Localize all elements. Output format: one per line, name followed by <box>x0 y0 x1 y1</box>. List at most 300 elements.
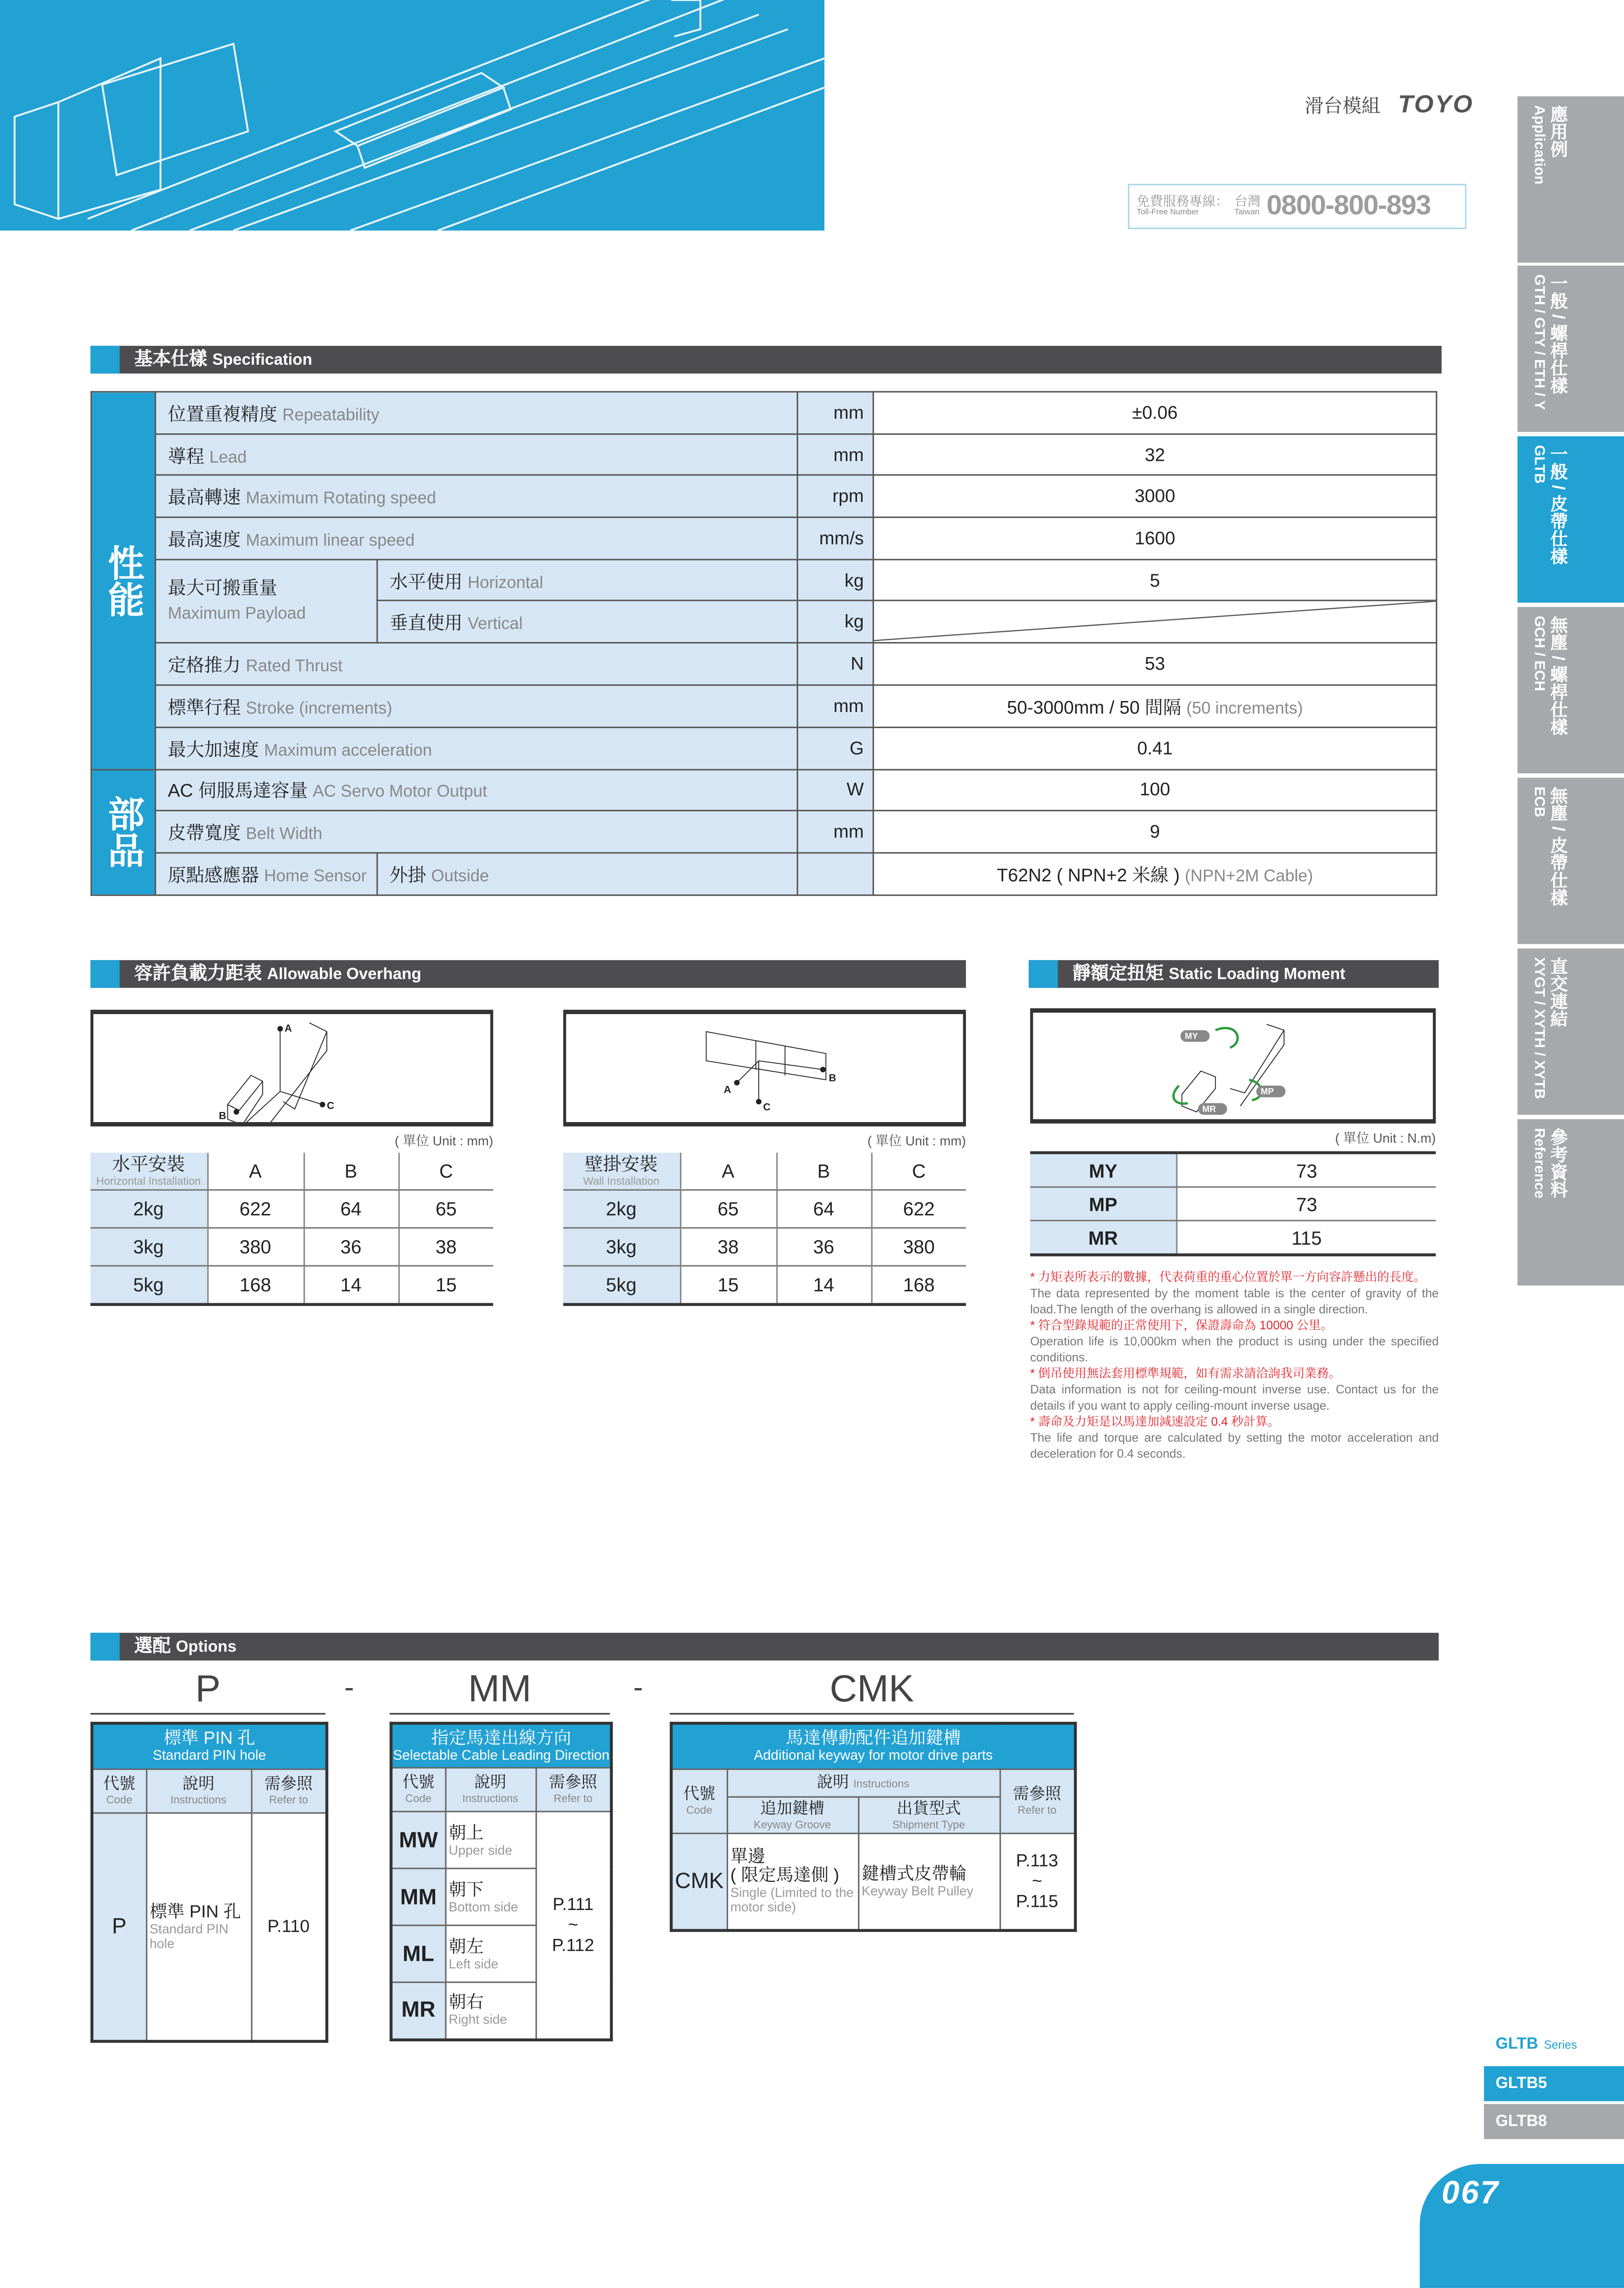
spec-unit: W <box>798 769 874 810</box>
value-cell: 36 <box>776 1228 871 1266</box>
refer-cell <box>535 1812 611 2039</box>
spec-unit: mm/s <box>798 518 874 559</box>
spec-value <box>873 811 1436 853</box>
note-zh: * 力矩表所表示的數據，代表荷重的重心位置於單一方向容許懸出的長度。 <box>1030 1269 1426 1284</box>
spec-unit: kg <box>798 559 874 601</box>
spec-label <box>156 685 798 727</box>
code-cell: ML <box>391 1925 445 1982</box>
tab-label <box>1529 274 1567 423</box>
section-title-en: Static Loading Moment <box>1169 966 1345 984</box>
spec-unit <box>798 853 874 894</box>
table-row <box>91 1266 493 1305</box>
desc-en: Single (Limited to the motor side) <box>730 1885 854 1915</box>
section-title: 容許負載力距表 <box>134 963 262 984</box>
desc-en: Bottom side <box>448 1899 518 1914</box>
separator: - <box>344 1672 354 1705</box>
table-title-en: Standard PIN hole <box>152 1748 266 1765</box>
option-code-cmk: CMK <box>670 1665 1074 1714</box>
value-cell: 38 <box>399 1228 493 1266</box>
value-text: 0.41 <box>1137 738 1173 759</box>
value-text: 9 <box>1149 821 1160 842</box>
option-row <box>391 1812 612 1868</box>
spec-unit: N <box>798 643 874 685</box>
section-marker <box>91 1633 120 1661</box>
label-zh: 位置重複精度 <box>167 404 277 425</box>
column-header: B <box>303 1153 398 1190</box>
value-cell: 36 <box>303 1228 398 1266</box>
series-label <box>1495 2035 1577 2054</box>
column-header: C <box>399 1153 493 1190</box>
moment-value: 115 <box>1177 1220 1436 1255</box>
rotation-arrow-icon <box>1173 1085 1187 1104</box>
axis-label-c: C <box>327 1100 335 1112</box>
column-header: B <box>776 1153 871 1190</box>
label-zh: 皮帶寬度 <box>167 823 241 844</box>
tab-label-zh: 無塵 / 皮帶仕樣 <box>1548 786 1569 907</box>
spec-row <box>91 811 1436 853</box>
installation-header <box>91 1153 207 1190</box>
col-header: 追加鍵槽 <box>760 1800 825 1818</box>
spec-row <box>91 475 1436 517</box>
col-header: 代號 <box>103 1775 135 1793</box>
section-title-en: Allowable Overhang <box>267 966 421 984</box>
desc-en: Standard PIN hole <box>149 1921 229 1951</box>
moment-axis: MP <box>1030 1187 1176 1220</box>
tollfree-region-group <box>1235 194 1261 219</box>
desc: ( 限定馬達側 ) <box>730 1865 840 1886</box>
value-cell: 168 <box>871 1266 966 1305</box>
note-en: Operation life is 10,000km when the product is using under the specified conditions. <box>1030 1333 1439 1365</box>
value-text: T62N2 ( NPN+2 米線 ) <box>997 865 1180 885</box>
col-header-en: Instructions <box>853 1777 910 1791</box>
range-sep: ~ <box>568 1915 578 1936</box>
keyway-option-table <box>670 1722 1077 1932</box>
label-zh: 最高速度 <box>167 529 241 550</box>
side-tab-4[interactable] <box>1517 778 1624 944</box>
section-marker <box>1029 960 1058 988</box>
tollfree-region: 台灣 <box>1234 194 1261 209</box>
tab-label <box>1529 105 1567 254</box>
value-en: (NPN+2M Cable) <box>1185 868 1313 885</box>
option-code-mm: MM <box>389 1665 610 1714</box>
tab-label <box>1529 1128 1567 1277</box>
series-tab-gltb8[interactable]: GLTB8 <box>1484 2104 1624 2139</box>
spec-table <box>91 391 1437 896</box>
section-marker <box>91 960 120 988</box>
label-zh: 最大加速度 <box>167 739 259 760</box>
horizontal-installation-diagram <box>91 1010 493 1127</box>
series-suffix: Series <box>1544 2038 1577 2052</box>
col-header-en: Code <box>686 1803 712 1817</box>
spec-unit: mm <box>798 392 874 433</box>
tab-label <box>1529 787 1567 935</box>
col-header: 說明 <box>816 1774 849 1792</box>
spec-value <box>873 392 1436 433</box>
moment-value: 73 <box>1177 1153 1436 1187</box>
spec-label <box>156 643 798 685</box>
spec-row <box>91 643 1436 685</box>
table-row <box>563 1266 966 1305</box>
col-header-en: Refer to <box>553 1792 593 1805</box>
col-header-en: Shipment Type <box>892 1817 966 1831</box>
refer-page: P.112 <box>552 1935 594 1956</box>
label-en: Repeatability <box>282 407 380 425</box>
value-cell: 168 <box>207 1266 303 1305</box>
desc-en: Keyway Belt Pulley <box>861 1883 974 1898</box>
column-header: A <box>680 1153 776 1190</box>
axis-label-b: B <box>829 1072 836 1084</box>
spec-row <box>91 769 1436 810</box>
desc: 朝上 <box>448 1822 484 1842</box>
spec-label <box>156 434 798 475</box>
separator: - <box>633 1672 643 1705</box>
refer-page: P.111 <box>552 1894 594 1915</box>
unit-label: ( 單位 Unit : mm) <box>867 1133 966 1149</box>
col-header-en: Instructions <box>170 1793 227 1807</box>
col-header: 出貨型式 <box>896 1800 961 1818</box>
tab-label <box>1529 445 1567 594</box>
label-zh: 定格推力 <box>167 655 241 676</box>
spec-label <box>156 475 798 517</box>
load-cell: 5kg <box>91 1266 207 1305</box>
side-tab-5[interactable] <box>1517 949 1624 1115</box>
section-title-en: Options <box>176 1638 237 1657</box>
side-tab-3[interactable] <box>1517 607 1624 773</box>
load-cell: 3kg <box>91 1228 207 1266</box>
table-title-en: Additional keyway for motor drive parts <box>754 1748 993 1765</box>
category-performance: 性能 <box>91 392 155 769</box>
header-zh: 水平安裝 <box>112 1153 185 1174</box>
spec-unit: mm <box>798 685 874 727</box>
moment-label-mp: MP <box>1261 1087 1274 1097</box>
section-marker <box>91 346 120 374</box>
desc-en: Upper side <box>448 1842 513 1857</box>
section-title: 基本仕樣 <box>134 349 207 369</box>
col-header-en: Keyway Groove <box>754 1817 831 1831</box>
table-title-en: Selectable Cable Leading Direction <box>393 1747 610 1764</box>
label-en: Belt Width <box>246 826 323 844</box>
toyo-logo: TOYO <box>1398 90 1474 119</box>
label-en: Maximum linear speed <box>246 532 415 550</box>
spec-label <box>156 518 798 559</box>
tollfree-label-en: Toll-Free Number <box>1136 208 1199 218</box>
spec-value <box>873 685 1436 727</box>
value-cell: 14 <box>303 1266 398 1305</box>
col-header-en: Instructions <box>462 1792 518 1805</box>
refer-page: P.113 <box>1016 1851 1058 1871</box>
tab-label-zh: 無塵 / 螺桿仕樣 <box>1548 615 1569 736</box>
tab-label-en: GLTB <box>1530 445 1547 484</box>
table-title: 指定馬達出線方向 <box>431 1727 572 1748</box>
desc: 單邊 <box>730 1846 766 1867</box>
value-text: 100 <box>1139 779 1171 800</box>
value-text: 53 <box>1144 654 1165 675</box>
label-en: Maximum Rotating speed <box>246 491 437 508</box>
value-cell: 15 <box>399 1266 493 1305</box>
axis-label-a: A <box>284 1022 292 1034</box>
col-header: 需參照 <box>1013 1786 1061 1804</box>
spec-row <box>91 434 1436 475</box>
code-cell: MM <box>391 1868 445 1925</box>
code-cell: P <box>92 1813 146 2040</box>
note-en: Data information is not for ceiling-mount inverse use. Contact us for the details if you want to apply ceiling-mount inverse usage. <box>1030 1381 1439 1413</box>
value-cell: 38 <box>680 1228 776 1266</box>
label-zh: 原點感應器 <box>167 865 259 885</box>
desc-cell <box>445 1812 536 1868</box>
table-row <box>1030 1153 1435 1187</box>
not-applicable-diagonal <box>874 602 1436 642</box>
col-header-en: Code <box>405 1792 432 1805</box>
col-header: 需參照 <box>549 1774 598 1792</box>
spec-unit: rpm <box>798 475 874 517</box>
table-row <box>91 1228 493 1266</box>
desc: 朝右 <box>448 1992 484 2013</box>
label-zh: AC 伺服馬達容量 <box>167 781 308 802</box>
code-cell: MW <box>391 1812 445 1868</box>
table-header-row <box>563 1153 966 1190</box>
spec-label <box>156 811 798 853</box>
brand-header <box>1255 91 1473 120</box>
col-header-en: Refer to <box>1017 1803 1057 1817</box>
table-row <box>563 1228 966 1266</box>
spec-value <box>873 727 1436 769</box>
tab-label-en: GTH / GTY / ETH / Y <box>1530 274 1547 410</box>
tollfree-label: 免費服務專線： <box>1136 194 1229 209</box>
value-cell: 622 <box>207 1190 303 1228</box>
spec-label <box>156 853 378 894</box>
table-header-row <box>91 1153 493 1190</box>
tab-label-zh: 一般 / 螺桿仕樣 <box>1548 274 1569 394</box>
code-cell: MR <box>391 1982 445 2039</box>
spec-row <box>91 727 1436 769</box>
desc: 朝左 <box>448 1935 484 1956</box>
load-cell: 5kg <box>563 1266 680 1305</box>
section-header-overhang <box>91 960 966 988</box>
value-text: 1600 <box>1134 528 1176 549</box>
spec-label <box>156 392 798 433</box>
side-tab-1[interactable] <box>1517 265 1624 432</box>
rotation-arrow-icon <box>1215 1028 1237 1048</box>
col-header-en: Code <box>106 1793 133 1807</box>
spec-row <box>91 559 1436 601</box>
section-header-options <box>91 1633 1439 1661</box>
label-zh: 外掛 <box>389 865 426 885</box>
spec-value <box>873 853 1436 894</box>
label-zh: 標準行程 <box>167 697 241 718</box>
cable-direction-option-table <box>389 1722 613 2041</box>
moment-axis: MY <box>1030 1153 1176 1187</box>
desc: 鍵槽式皮帶輪 <box>861 1863 967 1883</box>
desc: 標準 PIN 孔 <box>149 1901 241 1921</box>
page-number: 067 <box>1441 2174 1500 2211</box>
pin-hole-option-table <box>91 1722 329 2042</box>
side-tab-0[interactable] <box>1517 96 1624 263</box>
label-zh: 水平使用 <box>389 571 463 592</box>
value-cell: 65 <box>680 1190 776 1228</box>
header-zh: 壁掛安裝 <box>584 1153 658 1174</box>
spec-value <box>873 475 1436 517</box>
section-title: 選配 <box>134 1635 171 1657</box>
value-text: 50-3000mm / 50 間隔 <box>1007 697 1182 718</box>
header-en: Wall Installation <box>583 1174 659 1187</box>
table-row <box>1030 1187 1435 1220</box>
load-cell: 2kg <box>91 1190 207 1228</box>
label-en: Horizontal <box>467 574 544 592</box>
moment-notes <box>1030 1269 1439 1462</box>
label-en: Outside <box>431 868 489 885</box>
value-cell: 380 <box>207 1228 303 1266</box>
spec-value <box>873 434 1436 475</box>
spec-value <box>873 601 1436 643</box>
value-cell: 64 <box>776 1190 871 1228</box>
label-en: AC Servo Motor Output <box>313 784 487 802</box>
value-en: (50 increments) <box>1186 700 1303 718</box>
unit-label: ( 單位 Unit : N.m) <box>1335 1131 1436 1146</box>
spec-unit: G <box>798 727 874 769</box>
table-row <box>91 1190 493 1228</box>
value-text: 5 <box>1149 570 1160 591</box>
desc-cell <box>445 1982 536 2039</box>
label-en: Rated Thrust <box>246 658 343 676</box>
value-cell: 65 <box>399 1190 493 1228</box>
label-en: Vertical <box>467 616 523 634</box>
axis-label-a: A <box>723 1084 731 1095</box>
note-en: The data represented by the moment table is the center of gravity of the load.The length of the overhang is allowed in a single direction. <box>1030 1285 1439 1317</box>
tollfree-region-en: Taiwan <box>1234 208 1260 218</box>
series-tab-gltb5[interactable]: GLTB5 <box>1484 2066 1624 2101</box>
horizontal-overhang-table <box>91 1153 493 1306</box>
spec-unit: mm <box>798 811 874 853</box>
tab-label-zh: 一般 / 皮帶仕樣 <box>1548 445 1569 565</box>
side-tab-2[interactable] <box>1517 436 1624 603</box>
tollfree-label-group <box>1137 194 1229 219</box>
spec-unit: mm <box>798 434 874 475</box>
tab-label <box>1529 957 1567 1106</box>
axis-label-c: C <box>763 1101 771 1113</box>
catalog-title: 滑台模組 <box>1305 95 1381 117</box>
value-cell: 64 <box>303 1190 398 1228</box>
col-header: 代號 <box>683 1786 716 1804</box>
tab-label-en: Reference <box>1530 1128 1547 1199</box>
label-en: Stroke (increments) <box>246 700 393 718</box>
spec-label <box>377 601 797 643</box>
desc: 朝下 <box>448 1878 484 1899</box>
note-zh: * 符合型錄規範的正常使用下，保證壽命為 10000 公里。 <box>1030 1317 1333 1333</box>
page-number-badge <box>1420 2164 1624 2288</box>
label-en: Maximum Payload <box>167 605 306 623</box>
label-zh: 最大可搬重量 <box>167 578 277 599</box>
section-header-spec <box>91 346 1442 374</box>
section-title: 靜額定扭矩 <box>1072 963 1164 984</box>
spec-label <box>377 559 797 601</box>
column-header: C <box>871 1153 966 1190</box>
tab-label-zh: 參考資料 <box>1548 1128 1569 1198</box>
spec-row <box>91 853 1436 894</box>
installation-header <box>563 1153 680 1190</box>
column-header: A <box>207 1153 303 1190</box>
tollfree-number: 0800-800-893 <box>1266 190 1431 221</box>
moment-axis: MR <box>1030 1220 1176 1255</box>
desc-cell <box>445 1925 536 1982</box>
spec-row <box>91 518 1436 559</box>
axis-label-b: B <box>219 1110 227 1122</box>
value-text: ±0.06 <box>1132 402 1178 423</box>
col-header: 代號 <box>402 1774 435 1792</box>
table-row <box>1030 1220 1435 1255</box>
series-name: GLTB <box>1495 2035 1538 2053</box>
spec-label <box>156 559 378 643</box>
tab-label <box>1529 616 1567 765</box>
value-cell: 380 <box>871 1228 966 1266</box>
label-zh: 最高轉速 <box>167 487 241 508</box>
moment-diagram <box>1030 1008 1435 1123</box>
section-header-moment <box>1029 960 1439 988</box>
table-title: 標準 PIN 孔 <box>163 1727 255 1748</box>
moment-label-my: MY <box>1185 1031 1198 1041</box>
value-cell: 15 <box>680 1266 776 1305</box>
spec-value <box>873 769 1436 810</box>
note-zh: * 倒吊使用無法套用標準規範，如有需求請洽詢我司業務。 <box>1030 1365 1341 1381</box>
spec-label <box>156 769 798 810</box>
spec-value <box>873 559 1436 601</box>
col-header-en: Refer to <box>269 1793 308 1807</box>
tab-label-en: Application <box>1530 105 1547 185</box>
spec-unit: kg <box>798 601 874 643</box>
category-parts: 部品 <box>91 769 155 894</box>
label-zh: 垂直使用 <box>389 613 463 634</box>
spec-row <box>91 685 1436 727</box>
spec-value <box>873 643 1436 685</box>
note-zh: * 壽命及力矩是以馬達加減速設定 0.4 秒計算。 <box>1030 1414 1280 1429</box>
desc-cell <box>445 1868 536 1925</box>
table-title: 馬達傳動配件追加鍵槽 <box>786 1727 961 1748</box>
col-header: 說明 <box>182 1775 215 1793</box>
moment-label-mr: MR <box>1202 1104 1216 1114</box>
wall-installation-diagram <box>563 1010 966 1127</box>
section-title-en: Specification <box>212 351 313 369</box>
moment-value: 73 <box>1177 1187 1436 1220</box>
refer-page: P.110 <box>251 1813 327 2040</box>
tab-label-zh: 應用例 <box>1548 105 1569 158</box>
code-cell: CMK <box>671 1834 727 1930</box>
label-en: Lead <box>209 448 247 466</box>
load-cell: 3kg <box>563 1228 680 1266</box>
desc-en: Left side <box>448 1956 499 1971</box>
unit-label: ( 單位 Unit : mm) <box>394 1133 493 1149</box>
value-text: 32 <box>1144 444 1165 465</box>
spec-label <box>377 853 797 894</box>
note-en: The life and torque are calculated by setting the motor acceleration and deceleration for 0.4 seconds. <box>1030 1430 1439 1461</box>
toll-free-box <box>1128 184 1467 229</box>
wall-overhang-table <box>563 1153 966 1306</box>
tab-label-en: GCH / ECH <box>1530 615 1547 691</box>
header-en: Horizontal Installation <box>96 1174 201 1187</box>
load-cell: 2kg <box>563 1190 680 1228</box>
label-zh: 導程 <box>167 446 205 466</box>
refer-page: P.115 <box>1016 1891 1058 1912</box>
spec-value <box>873 518 1436 559</box>
value-cell: 14 <box>776 1266 871 1305</box>
col-header: 說明 <box>474 1774 507 1792</box>
table-row <box>563 1190 966 1228</box>
value-cell: 622 <box>871 1190 966 1228</box>
spec-row <box>91 392 1436 433</box>
static-moment-table <box>1030 1151 1435 1257</box>
value-text: 3000 <box>1134 486 1176 507</box>
range-sep: ~ <box>1032 1871 1042 1892</box>
spec-label <box>156 727 798 769</box>
side-tab-6[interactable] <box>1517 1119 1624 1286</box>
